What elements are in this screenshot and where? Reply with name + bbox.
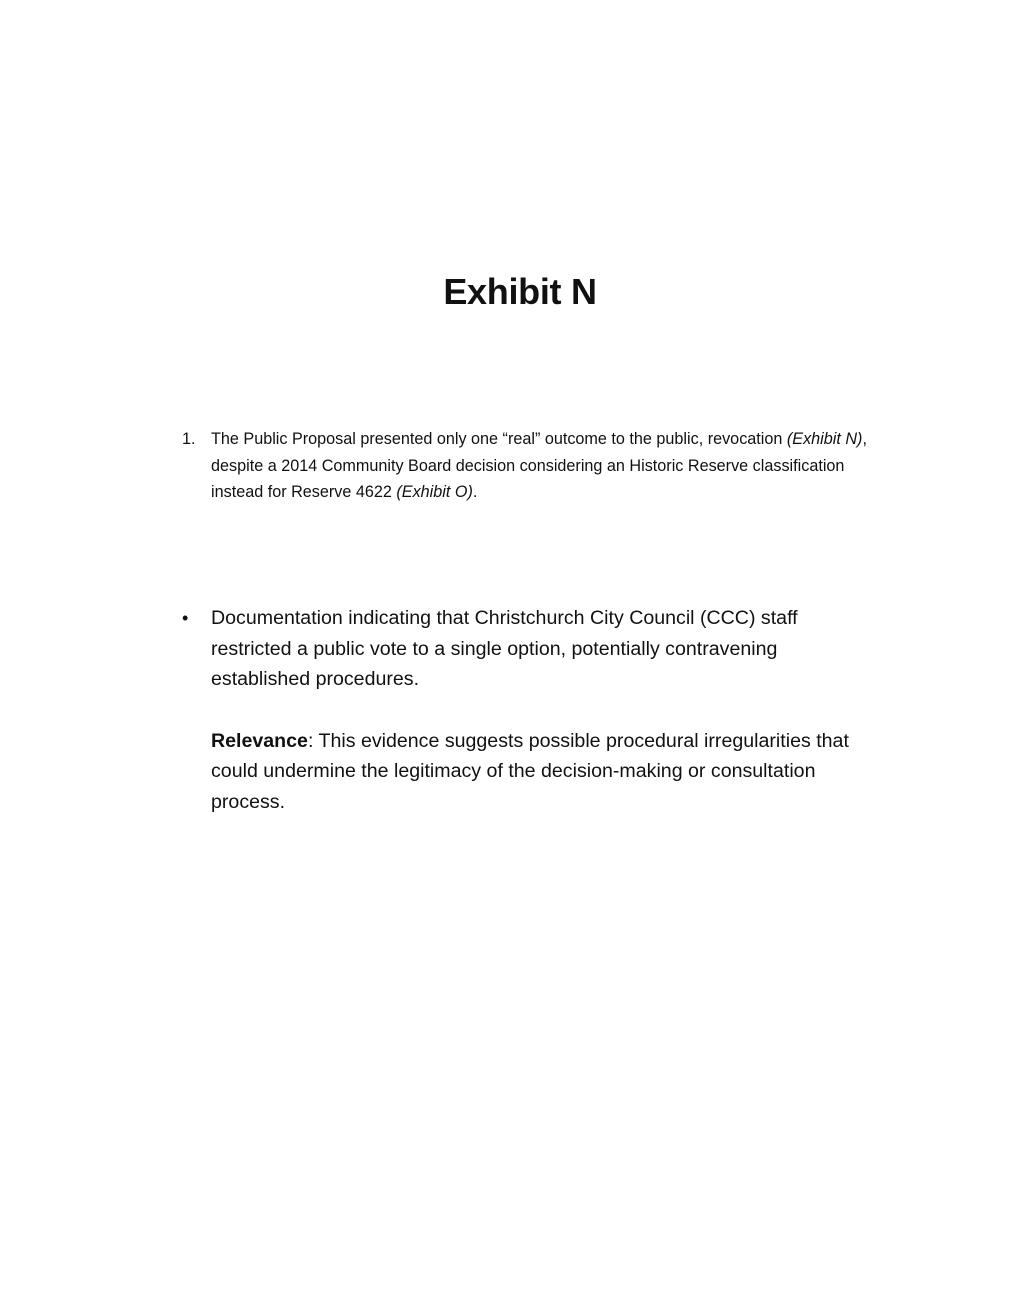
exhibit-n-reference: (Exhibit N) — [786, 430, 863, 448]
numbered-text-part-a: The Public Proposal presented only one “real” outcome to the public, revocation — [211, 430, 787, 448]
numbered-list-item — [182, 426, 872, 506]
bullet-item-text: Documentation indicating that Christchurch City Council (CCC) staff restricted a public vote to a single option, potentially contravening established procedures. — [211, 607, 798, 690]
relevance-label: Relevance — [211, 729, 308, 752]
relevance-paragraph — [211, 726, 872, 818]
exhibit-o-reference: (Exhibit O) — [396, 483, 473, 501]
numbered-text-part-c: . — [472, 483, 478, 501]
numbered-item-text — [211, 426, 872, 506]
list-number: 1. — [182, 430, 196, 448]
bullet-marker: • — [182, 608, 189, 628]
bullet-list-item — [182, 603, 872, 817]
page-title: Exhibit N — [443, 271, 597, 312]
numbered-text-part-b: , despite a 2014 Community Board decision considering an Historic Reserve classification instead for Reserve 4622 — [211, 430, 867, 501]
relevance-text: : This evidence suggests possible procedural irregularities that could undermine the legitimacy of the decision-making or consultation process. — [211, 729, 849, 813]
